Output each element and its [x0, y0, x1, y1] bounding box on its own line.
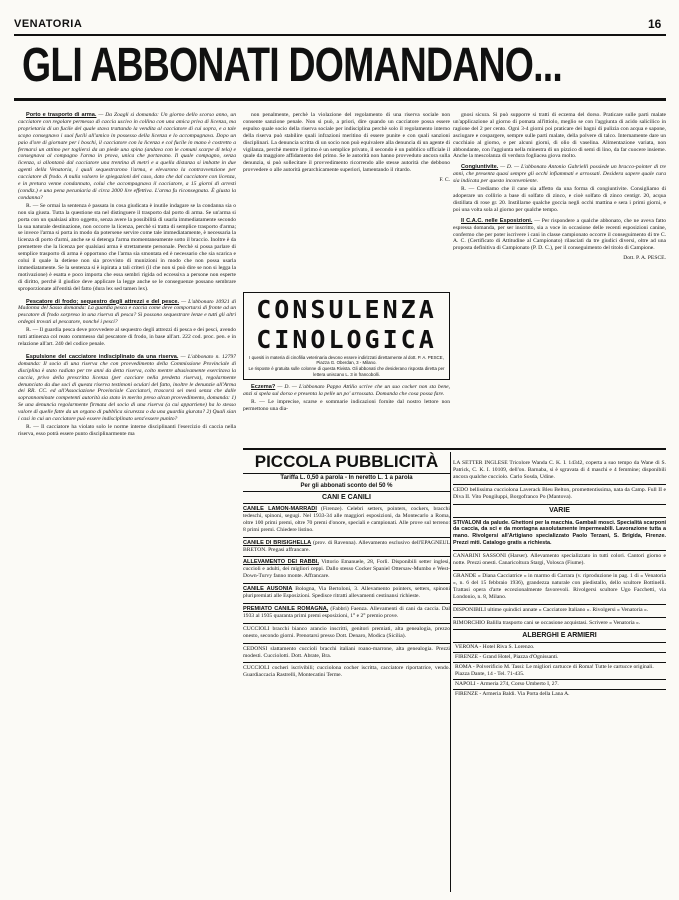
ad-heading: ALLEVAMENTO DEI RABBI, [243, 559, 319, 566]
ad-text: CUCCIOLI cocheri iscrivibili; cucciolona cocher iscritta, cacciatore riportatrice, vendo. Guardiaccacia Rastrelli, Montecatini Terme. [243, 665, 450, 679]
column-2-text [243, 112, 450, 292]
header-rule [14, 34, 666, 36]
ad-heading: CANILE LAMON-MARRADI [243, 506, 317, 512]
article-signature: Dott. P. A. PESCE. [623, 255, 666, 262]
column-2-eczema [243, 384, 450, 446]
classified-ad [453, 485, 666, 505]
classified-ad [243, 584, 450, 604]
ad-text: GRANDE « Diana Cacciatrice » in marmo di Carrara (v. riproduzione in pag. 1 di « Venatoria », n. 6 del 15 febbraio 1936), grandezza naturale con piedistallo, dello scultore Bottinelli. Trattasi opera d'arte eccezionalmente favorevoli. Rivolgersi scultore Ugo Facchetti, via Londonio, n. 8, Milano. [453, 572, 666, 600]
ad-text: STIVALONI da palude. Ghettoni per la macchia. Gambali mosci. Specialità scarponi da caccia, da sci e da montagna assolutamente impermeabili. Lavorazione tutta a mano. Rivolgersi all'Artigiano specializzato Paolo Terzani, S. Brigida, Firenze. Prezzi miti. Catalogo gratis a richiesta. [453, 519, 666, 547]
title-rule [14, 98, 666, 101]
ad-text: DISPONIBILI ultime quindici annate « Cacciatore Italiano ». Rivolgersi « Venatoria ». [453, 606, 649, 613]
ad-text: CUCCIOLI bracchi bianco arancio inscritti, genitori premiati, alta genealogia, prezzo onesto, secondo giorni. Prenotarsi presso Dott. Denaro, Modica (Sicilia). [243, 625, 450, 639]
hotel-listing: ROMA - Polverificio M. Tassi: Le migliori cartucce di Roma! Tutte le cartucce originali. Piazza Dante, 14 - Tel. 71-435. [453, 663, 666, 680]
ad-text: CANARINI SASSONI (Harser). Allevamento specializzato in tutti colori. Cantori giorno e notte. Prezzi onesti. Canaricoltura Stargi, Volosca (Fiume). [453, 553, 666, 567]
article-answer: R. — Crediamo che il cane sia affetto da una forma di congiuntivite. Consigliamo di adoperare un collirio a base di solfato di zinco, e cioè solfato di zinco centigr. 20, acqua distillata di rose gr. 20. Instillarne qualche goccia negli occhi mattina e sera i primi giorni, e poi una volta sola al giorno per qualche tempo. [453, 186, 666, 213]
classifieds-tariff: Tariffa L. 0,50 a parola - In neretto L. 1 a parola [280, 475, 413, 481]
classifieds-title: PICCOLA PUBBLICITÀ [243, 452, 450, 474]
column-1 [18, 112, 236, 892]
hotel-listing: VERONA - Hotel Riva S. Lorenzo. [453, 643, 666, 653]
article-heading: Il C.A.C. nelle Esposizioni. [461, 217, 533, 224]
section-varie: VARIE [453, 505, 666, 518]
classified-ad [453, 618, 666, 631]
article-answer: R. — Il guardia pesca deve provvedere al sequestro degli attrezzi di pesca e dei pesci, avendo tutti attinenza col reato commesso dal pescatore di frodo, in base all'art. 222 cod. proc. pen. e in relazione all'art. 240 del codice penale. [18, 327, 236, 347]
classified-ad [243, 663, 450, 682]
hotel-listing: FIRENZE - Armeria Baldi. Via Porta della Lana A. [455, 691, 570, 698]
classified-ad [453, 605, 666, 618]
article-body: — Per rispondere a qualche abbonato, che ne aveva fatto espressa domanda, per ser inscritto, sia a voce in occasione delle recenti esposizioni canine, confermo che per poter iscrivere i cani in classe campionato occorre il conseguimento di tre C. A. C. (Certificato di Attitudine al Campionato) rilasciati da tre giudici diversi, oltre ad una proposta definitiva di Campionato (P. D. C.), per il conseguimento del titolo di Campione. [453, 217, 666, 252]
brand-name: VENATORIA [14, 18, 83, 30]
classified-ad [243, 538, 450, 558]
page-number: 16 [648, 17, 662, 31]
classified-ad [453, 571, 666, 605]
ad-text: Vittorio Emanuele, 28, Forlì. Disponibili setter inglesi, cuccioli e adulti, dei migliori ceppi. Dallo stesso Cocker Spaniel Ottersaw-Mumbo e West-Down-Turvy fanno monte. Affrancare. [243, 559, 450, 580]
page-title: GLI ABBONATI DOMANDANO... [22, 39, 562, 92]
article-question: — D. — L'abbonato Pappo Attilio scrive che un suo cocker non sta bene, anzi si spela sul dorso e presenta la pelle un po' arrossata. Domanda che cosa possa fare. [243, 384, 450, 397]
article-answer: R. — Se ormai la sentenza è passata in cosa giudicata è inutile indagare se la condanna sia o non sia giusta. Tutta la questione sta nel distinguere il trasporto dal porto di arma. Se un'arma si porta con un qualsiasi altro oggetto, senza avere la possibilità di usarla immediatamente secondo la sua naturale destinazione, non occorre la licenza, perchè si tratta di semplice trasporto d'arma; se invece l'arma si porta in modo da potersene servire come tale immediatamente, è necessaria la licenza di porto d'armi, anche se si detenga l'arma momentaneamente sotto il braccio. Inoltre è da premettere che la licenza per qualsiasi arma è strettamente personale. Perchè si possa parlare di semplice trasporto di arma è opportuno che l'arma sia smontata ed è necessario che sia scarica e colui il quale la detiene non sia provvisto di munizioni in modo che non possa usarla immediatamente. Se la sentenza si è ispirata a tali criteri (il che non si può dire se non si legga la motivazione) è esatta e poco importa che essa sembri rigida od eccessiva a persone non esperte di diritto, perchè il giudice deve applicare la legge anche se le conseguenze possano sembrare sproporzionate all'entità del fatto (dura lex sed tamen lex). [18, 202, 236, 292]
classified-ad [243, 624, 450, 644]
column-divider [450, 452, 451, 892]
classifieds-discount: Per gli abbonati sconto del 50 % [243, 482, 450, 492]
article-question: — L'abbonato n. 12797 domanda: Il socio di una riserva che con provvedimento della Commissione Provinciale di disciplina è stato radiato per tre anni da detta riserva, colto mentre abusivamente esercitava la caccia, privo della prescritta licenza (per cacciare nella predetta riserva), regolarmente denunciato da due soci di questa riserva testimoni oculari del fatto, inoltre le denunzie all'Arma dei RR. CC. ed all'Associazione Provinciale Cacciatori, trascorsi sei mesi senza che dalle soprannominate competenti autorità sia stato in merito preso alcun provvedimento, domanda: 1) Se una denuncia regolarmente firmata del socio di una riserva (a cui appartiene) ha lo stesso valore di quelle fatte da un organo di pubblica sicurezza o da una guardia giurata? 2) Quali sian i casi in cui un cacciatore può essere indisciplinato senz'essere punito? [18, 353, 236, 423]
ad-heading: CANILE DI BRISIGHELLA [243, 539, 312, 546]
classified-ad [453, 518, 666, 552]
ad-text: CEDONSI slattamento cuccioli bracchi italiani roano-marrone, alta genealogia. Prezzi modesti. Cucciolotti. Dott. Abrate, Bra. [243, 645, 450, 659]
section-alberghi: ALBERGHI E ARMIERI [453, 630, 666, 643]
ad-text: (Firenze). Celebri setters, pointers, cockers, bracchi tedeschi, spinoni, segugi. Nel 1933-34 alle maggiori esposizioni, da Montecarlo a Roma, oltre 100 primi premi, oltre 70 premi d'onore, speciali e campionati. Alle prove sul terreno: 8 primi premi. Chiedere listino. [243, 506, 450, 533]
article-continuation: non penalmente, perchè la violazione del regolamento di una riserva sociale non consente sanzione penale. Non si può, a priori, dire quando un cacciatore possa essere espulso quale socio della riserva sociale per indisciplina perchè solo il regolamento interno della riserva può stabilire quali infrazioni meritino di essere punite e con quali sanzioni disciplinari. La denuncia scritta di un socio non può equivalere alla denuncia di un agente di vigilanza, perchè mentre il primo è un semplice privato, il secondo è un pubblico ufficiale il quale da maggiore affidamento del primo. Se le autorità non hanno provveduto ancora sulla denunzia, si può sollecitare il provvedimento ricorrendo alle stesse autorità che debbono provvedere o alle autorità gerarchicamente superiori, lamentando il ritardo. [243, 112, 450, 174]
ad-text: (Fabbri) Faenza. Allevamenti di cani da caccia. Dal 1933 al 1935 quaranta primi premi esposizioni, 1° e 2° premio prove. [243, 605, 450, 619]
article-question: — D. — L'abbonato Antonio Gabrielli possiede un bracco-pointer di tre anni, che presenta quasi sempre gli occhi infiammati e arrossati. Desidera sapere quale cura sia indicata per questo inconveniente. [453, 164, 666, 185]
classifieds-right [453, 458, 666, 892]
classified-ad [243, 604, 450, 624]
consulenza-title-2: CINOLOGICA [256, 325, 437, 354]
article-heading: Eczema? [251, 384, 276, 390]
ad-heading: PREMIATO CANILE ROMAGNA, [243, 605, 329, 612]
ad-text: LA SETTER INGLESE Tricolore Wanda C. K. I. 14342, coperta a suo tempo da Wane di S. Patrick, C. K. I. 10109, dell'on. Barnaba, si è sgravata di 4 maschi e 4 femmine; disponibili ancora qualche cucciolo. Carlo Sosda, Udine. [453, 460, 666, 480]
consulenza-note-1: I quesiti in materia di cinofilia veterinaria devono essere indirizzati direttamente al dott. P. A. PESCE, Piazza G. Oberdan, 3 - Milano. [249, 355, 444, 366]
ad-text: CEDO bellissima cucciolona Laverack Bleu Belton, promettentissima, nata da Camp. Full II e Diva II. Vito Pongiluppi, Borgofranco Po (Mantova). [453, 486, 666, 500]
column-3 [453, 112, 666, 446]
consulenza-title-1: CONSULENZA [256, 295, 437, 324]
ad-text: RIMORCHIO Balilla trasporto cani se occasione acquistasi. Scrivere « Venatoria ». [453, 619, 641, 626]
consulenza-box [243, 292, 450, 380]
classifieds-left [243, 452, 450, 892]
article-question: — Da Zoagli si domanda: Un giorno dello scorso anno, un cacciatore con regolare permesso di caccia uscivo in collina con una amica priva di licenza, ma proprietaria di un fucile del quale stava trattando la vendita al cacciatore di cui sopra, e a tale scopo consegnavo i suoi fucili all'amico in possesso della licenza e lo accompagnava. Dopo un paio d'ore di giornate per i boschi, il cacciatore con la licenza e col fucile in mano è costretto a fermarsi un attimo per togliersi da un piede una spina (andava con le comuni scarpe di tela) e consegnava al compagno l'arma in prova, unica che portavano. Il quale compagno, senza licenza, si allontanò dal cacciatore una trentina di metri e a quella distanza si imbatte in due agenti della Venatoria, i quali sequestrarono l'arma, e elevarono la contravvenzione per cacciatore di frodo. A nulla valsero le spiegazioni del caso, dato che dal cacciatore con licenza, e in pretura venne condannato, colui che accompagnava il cacciatore, a 15 giorni di arresti (condiz.) e una pena pecuniaria di circa 2000 lire effettiva. L'arma fu riconsegnata. È giusta la condanna? [18, 112, 236, 201]
classified-ad [243, 557, 450, 584]
article-question: — L'abbonato 10921 di Madonna del Sasso domanda: La guardia pesca e caccia come deve comportarsi di fronte ad un pescatore di frodo sorpreso in una riserva di pesca? Si possono sequestrare lenze e tutti gli altri ordegni trovati al pescatore, nonché i pesci? [18, 298, 236, 326]
article-answer: R. — Il cacciatore ha violato solo le norme interne disciplinanti l'esercizio di caccia nella riserva, esso potrà essere punto disciplinarmente ma [18, 423, 236, 437]
ad-text: (prov. di Ravenna). Allevamento esclusivo dell'EPAGNEUL BRETON. Pregasi affrancare. [243, 539, 450, 553]
article-heading: Pescatore di frodo; sequestro degli attrezzi e del pesce. [26, 298, 180, 305]
classified-ad [453, 551, 666, 571]
consulenza-note-2: Le risposte è gratuita sulle colonne di questa Rivista. Gli abbonati che desiderano risposta diretta per lettera uniscano L. 3 in francobolli. [248, 366, 445, 377]
section-cani-e-canili: CANI E CANILI [243, 492, 450, 504]
classified-ad [243, 504, 450, 538]
article-heading: Porto e trasporto di arma. [26, 112, 97, 118]
hotel-listing: FIRENZE - Grand Hotel, Piazza d'Ognissanti. [453, 653, 666, 663]
classifieds-rule [243, 448, 666, 450]
article-heading: Espulsione del cacciatore indisciplinato da una riserva. [26, 353, 179, 360]
classified-ad [453, 458, 666, 485]
ad-heading: CANILE AUSONIA [243, 586, 293, 593]
article-answer: R. — Le imprecise, scarse e sommarie indicazioni fornite dal nostro lettore non permettono una dia- [243, 398, 450, 412]
article-heading: Congiuntivite. [461, 164, 499, 171]
hotel-listing: NAPOLI - Armeria 274, Corso Umberto I, 27. [453, 680, 666, 690]
classified-ad [243, 644, 450, 664]
article-signature: F. C. [439, 177, 450, 184]
article-continuation: gnosi sicura. Si può supporre si tratti di eczema del dorso. Praticare sulle parti malate un'applicazione al giorno di pomata all'ittiolo, meglio se con l'aggiunta di acido salicilico in ragione del 2 per cento. Ogni 3-4 giorni poi praticare dei bagni di pulizia con acqua e sapone, asciugare e cospargere, sempre sulle parti malate, della polvere di talco. Internamente dare un cucchiaio al giorno, e per alcuni giorni, di olio di vaselina. Alimentazione variata, non abbondante, con l'aggiunta nella minestra di un pizzico di semi di lino, da far cuocere insieme. Anche la mescolanza di verdura fogliacea giova molto. [453, 112, 666, 160]
ad-text: Bologna, Via Bertoloni, 3. Allevamento pointers, setters, spinoni pluripremiati alle Esposizioni. Spedisce ritratti allevamenti cestinansi richieste. [243, 586, 450, 600]
